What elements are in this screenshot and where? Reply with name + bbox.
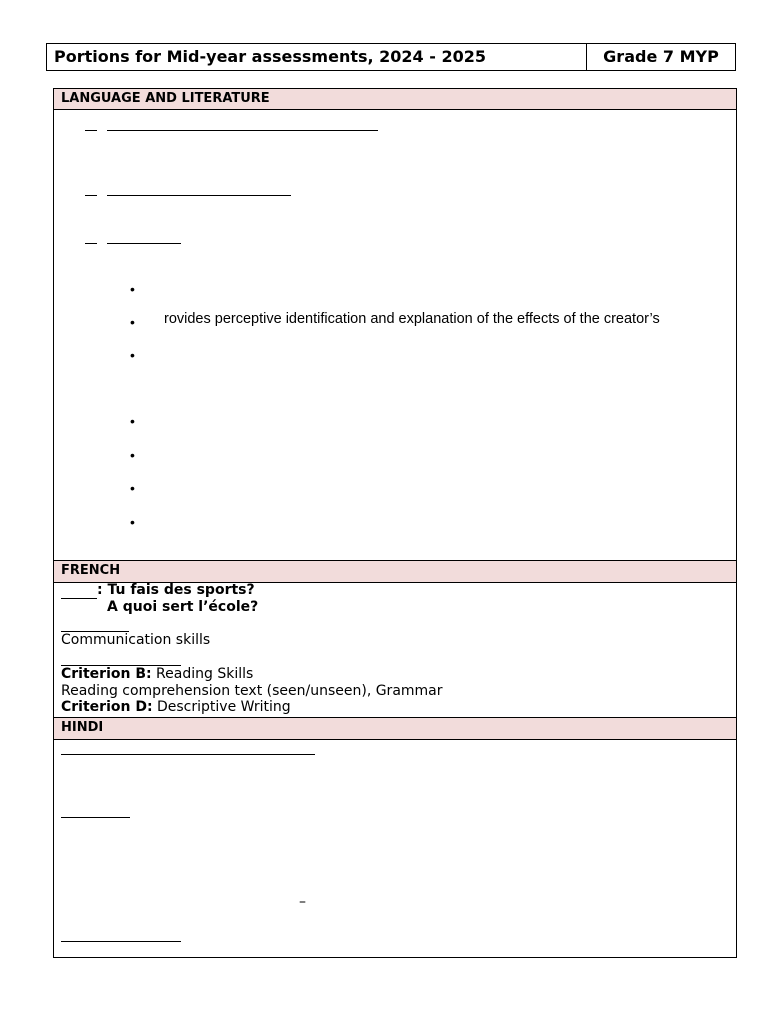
french-topic-1: : Tu fais des sports? (97, 582, 255, 598)
bullet-3: • (130, 347, 135, 363)
bullet-2: • (130, 314, 135, 330)
french-communication: Communication skills (61, 632, 211, 648)
bullet-7: • (130, 514, 135, 530)
lang-underline-2 (107, 195, 291, 196)
language-literature-heading: LANGUAGE AND LITERATURE (54, 89, 736, 110)
document-title: Portions for Mid-year assessments, 2024 - 2025 (47, 44, 587, 70)
lang-underline-3 (107, 243, 181, 244)
bullet-4: • (130, 413, 135, 429)
french-topic-underline (61, 598, 97, 599)
lang-short-line-1 (85, 130, 97, 131)
french-topic-2: A quoi sert l’école? (107, 599, 259, 615)
hindi-underline-2 (61, 817, 130, 818)
bullet-5: • (130, 447, 135, 463)
portions-table (53, 88, 737, 958)
hindi-underline-1 (61, 754, 315, 755)
header-table (46, 43, 736, 71)
bullet-1: • (130, 281, 135, 297)
grade-label: Grade 7 MYP (603, 47, 719, 66)
hindi-heading: HINDI (54, 717, 736, 740)
bullet-6: • (130, 480, 135, 496)
criterion-d-label: Criterion D: (61, 699, 153, 715)
criterion-b-text: Reading Skills (151, 666, 254, 682)
criterion-b-label: Criterion B: (61, 666, 152, 682)
lang-underline-1 (107, 130, 378, 131)
hindi-underline-3 (61, 941, 181, 942)
lang-short-line-2 (85, 195, 97, 196)
criterion-d-text: Descriptive Writing (152, 699, 291, 715)
french-heading: FRENCH (54, 560, 736, 583)
french-criterion-b (61, 666, 253, 683)
lang-short-line-3 (85, 243, 97, 244)
lang-bullet-text: rovides perceptive identification and explanation of the effects of the creator’s (164, 311, 660, 327)
french-criterion-d (61, 699, 291, 716)
hindi-dash: – (299, 894, 306, 910)
french-reading-line: Reading comprehension text (seen/unseen), Grammar (61, 683, 443, 699)
